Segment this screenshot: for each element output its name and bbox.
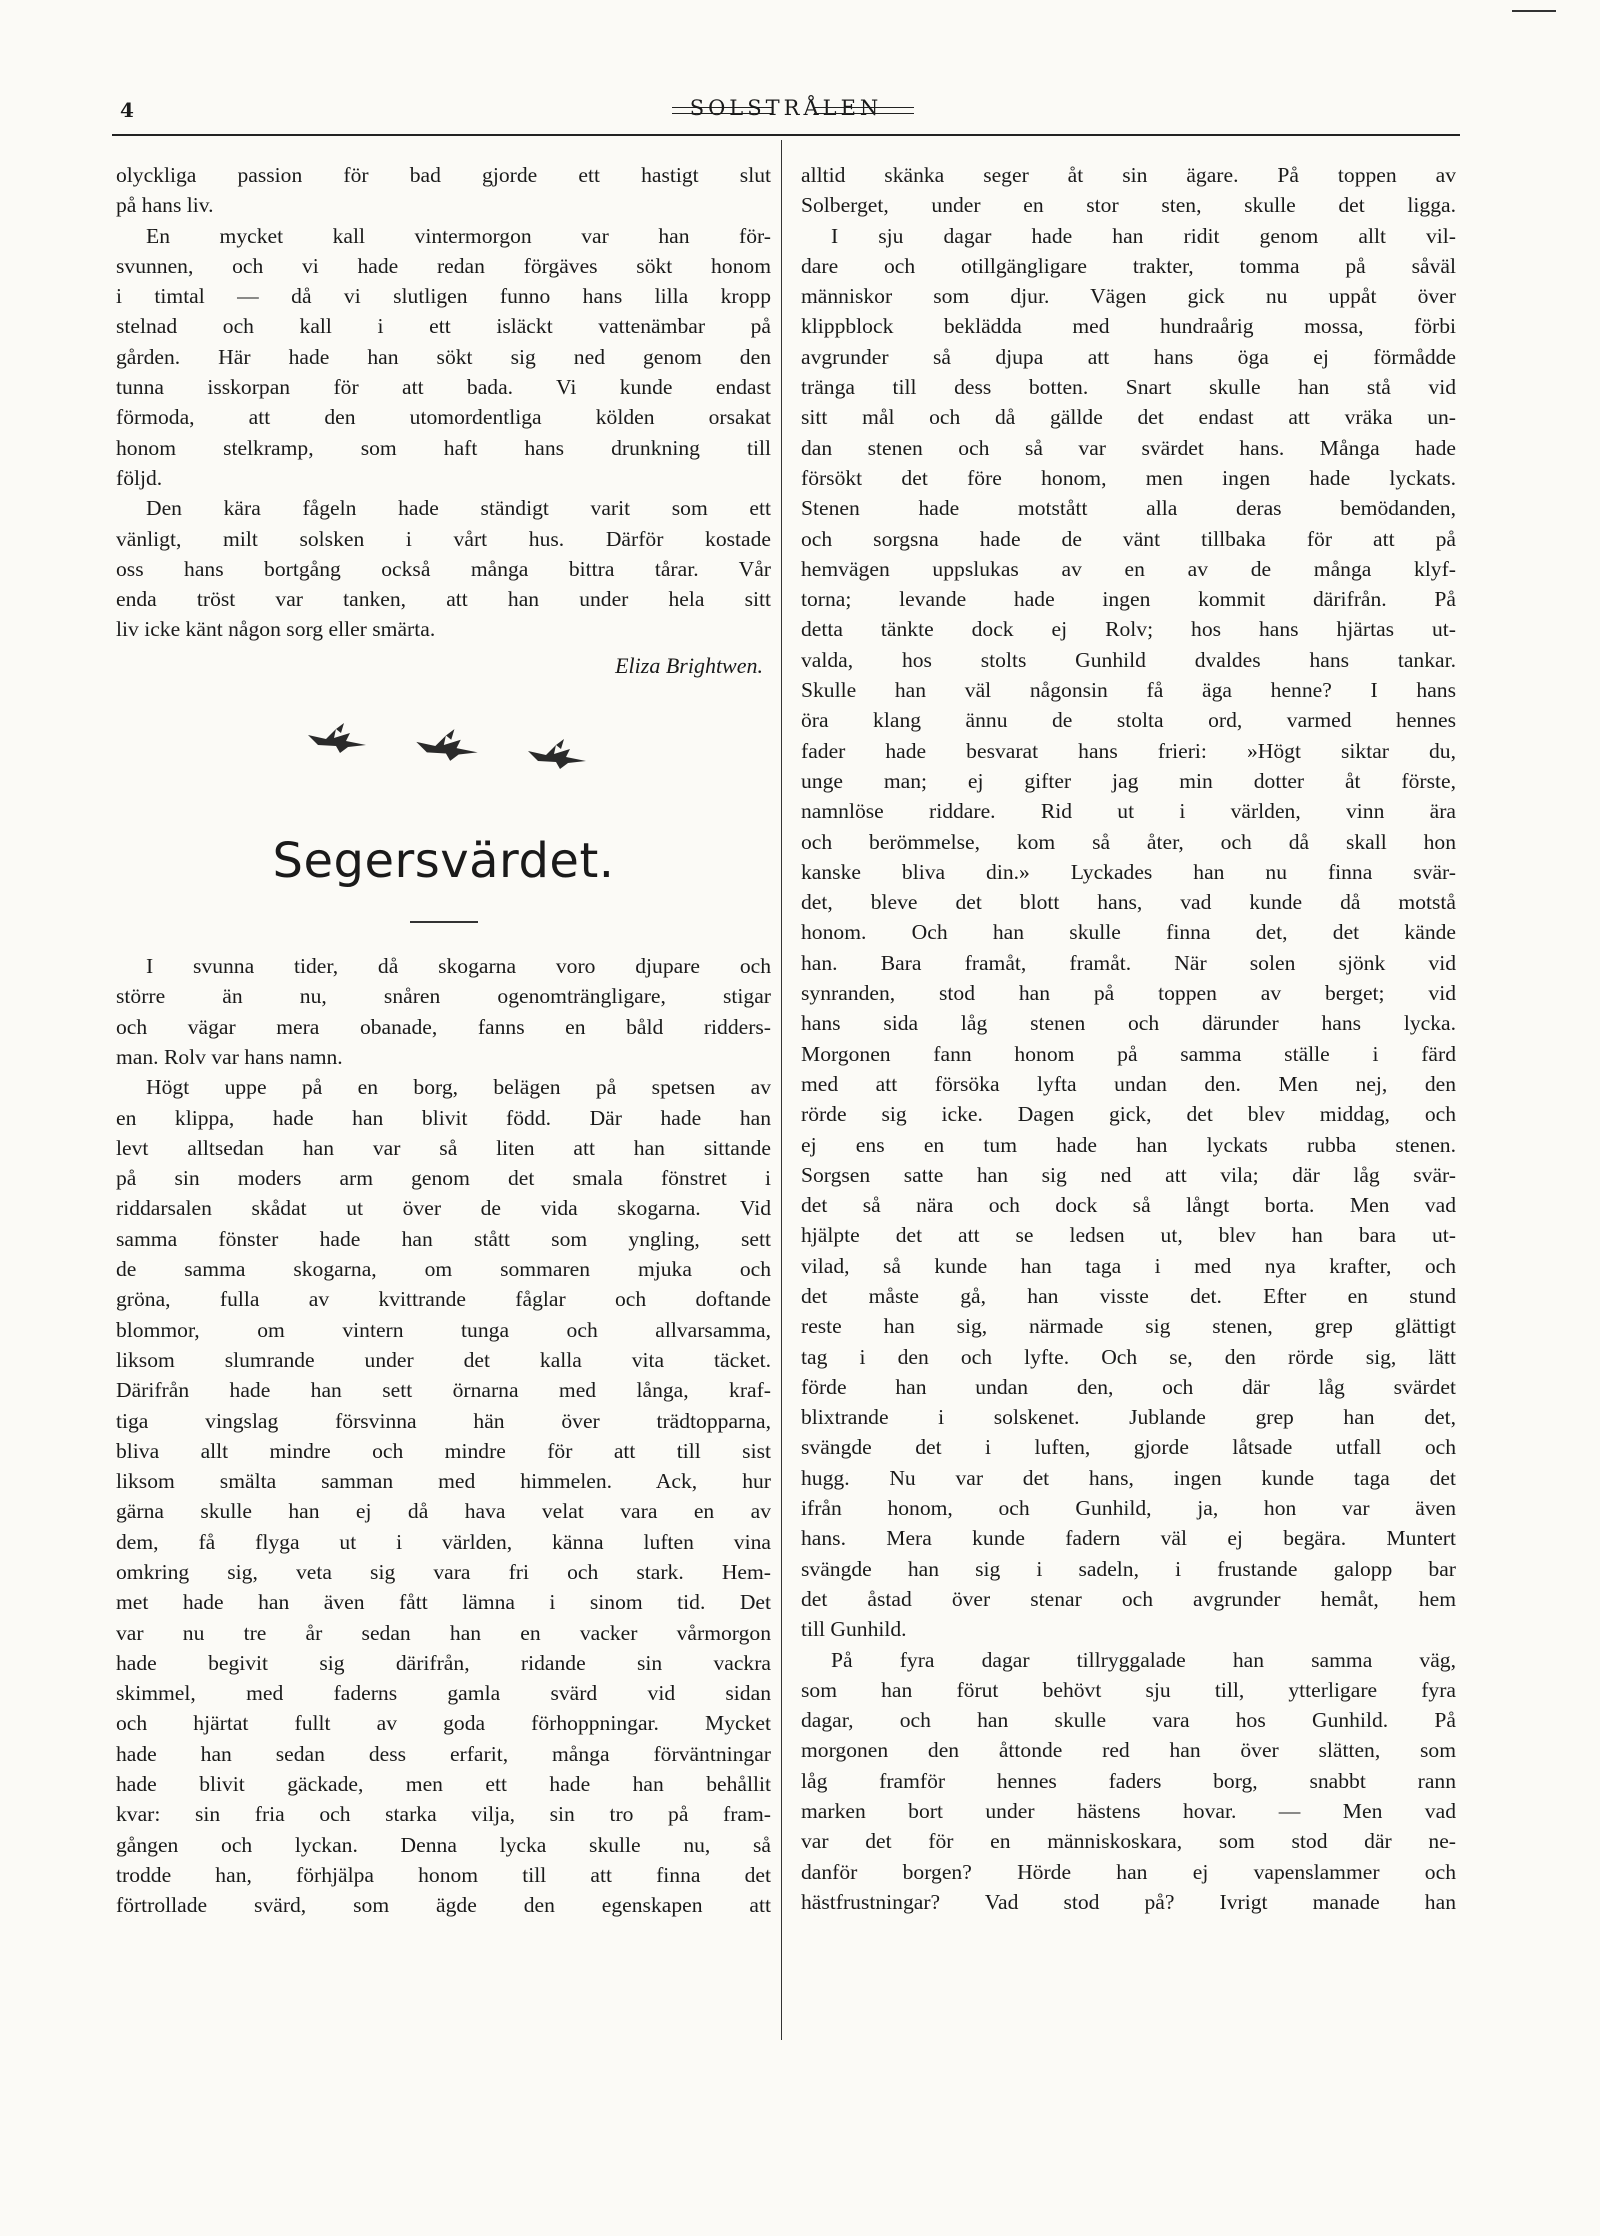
text-line: Solberget, under en stor sten, skulle det ligga.	[801, 193, 1456, 218]
text-line: dagar, och han skulle vara hos Gunhild. På	[801, 1708, 1456, 1733]
text-line: morgonen den åttonde red han över slätten, som	[801, 1738, 1456, 1763]
text-line: försökt det före honom, men ingen hade lyckats.	[801, 465, 1456, 490]
text-line: synranden, stod han på toppen av berget; vid	[801, 981, 1456, 1006]
text-line: stelnad och kall i ett isläckt vattenämbar på	[116, 314, 771, 339]
text-line: människor som djur. Vägen gick nu uppåt över	[801, 284, 1456, 309]
text-line: unge man; ej gifter jag min dotter åt förste,	[801, 768, 1456, 793]
text-line: dem, få flyga ut i världen, känna luften vina	[116, 1529, 771, 1554]
text-line: reste han sig, närmade sig stenen, grep glättigt	[801, 1314, 1456, 1339]
text-line: låg framför hennes faders borg, snabbt rann	[801, 1768, 1456, 1793]
text-line: Stenen hade motstått alla deras bemödanden,	[801, 496, 1456, 521]
text-line: danför borgen? Hörde han ej vapenslammer och	[801, 1859, 1456, 1884]
text-line: avgrunder så djupa att hans öga ej förmådde	[801, 344, 1456, 369]
corner-rule	[1512, 10, 1556, 12]
text-line: På fyra dagar tillryggalade han samma väg,	[831, 1647, 1456, 1672]
text-line: förde han undan den, och där låg svärdet	[801, 1374, 1456, 1399]
left-column	[116, 160, 771, 1921]
header-rule	[112, 134, 1460, 136]
text-line: vilad, så kunde han taga i med nya krafter, och	[801, 1253, 1456, 1278]
text-line: En mycket kall vintermorgon var han för-	[146, 223, 771, 248]
text-line: som han förut behövt sju till, ytterligare fyra	[801, 1677, 1456, 1702]
ornament-divider	[116, 681, 771, 791]
text-line: tunna isskorpan för att bada. Vi kunde endast	[116, 375, 771, 400]
text-line: öra klang ännu de stolta ord, varmed hennes	[801, 708, 1456, 733]
text-line: på sin moders arm genom det smala fönstret i	[116, 1166, 771, 1191]
text-line: gröna, fulla av kvittrande fåglar och doftande	[116, 1287, 771, 1312]
text-line: det måste gå, han visste det. Efter en stund	[801, 1283, 1456, 1308]
text-line: Sorgsen satte han sig ned att vila; där låg svär-	[801, 1162, 1456, 1187]
text-line: omkring sig, veta sig vara fri och stark. Hem-	[116, 1559, 771, 1584]
text-line: var nu tre år sedan han en vacker vårmorgon	[116, 1620, 771, 1645]
text-line: liksom smälta samman med himmelen. Ack, hur	[116, 1469, 771, 1494]
text-line: marken bort under hästens hovar. — Men vad	[801, 1799, 1456, 1824]
text-line: till Gunhild.	[801, 1617, 907, 1642]
text-line: hans sida låg stenen och därunder hans lycka.	[801, 1011, 1456, 1036]
swallow-icon	[526, 737, 588, 771]
page-number: 4	[120, 98, 134, 122]
text-line: det åstad över stenar och avgrunder hemåt, hem	[801, 1586, 1456, 1611]
text-line: rörde sig icke. Dagen gick, det blev middag, och	[801, 1102, 1456, 1127]
text-line: gången och lyckan. Denna lycka skulle nu, så	[116, 1832, 771, 1857]
text-line: I sju dagar hade han ridit genom allt vil-	[831, 223, 1456, 248]
story-text	[116, 951, 771, 1921]
column-divider	[781, 140, 782, 2040]
running-title: SOLSTRÅLEN	[689, 96, 883, 120]
text-line: trodde han, förhjälpa honom till att finna det	[116, 1862, 771, 1887]
text-line: på hans liv.	[116, 193, 214, 218]
swallow-icon	[414, 727, 480, 763]
text-line: han. Bara framåt, framåt. När solen sjönk vid	[801, 950, 1456, 975]
text-line: liksom slumrande under det kalla vita täcket.	[116, 1347, 771, 1372]
text-line: de samma skogarna, om sommaren mjuka och	[116, 1257, 771, 1282]
text-line: I svunna tider, då skogarna voro djupare och	[146, 954, 771, 979]
text-line: förmoda, att den utomordentliga kölden orsakat	[116, 405, 771, 430]
text-line: kanske bliva din.» Lyckades han nu finna svär-	[801, 859, 1456, 884]
section-title: Segersvärdet.	[272, 833, 615, 890]
text-line: Skulle han väl någonsin få äga henne? I hans	[801, 678, 1456, 703]
text-line: gården. Här hade han sökt sig ned genom den	[116, 344, 771, 369]
text-line: det, bleve det blott hans, vad kunde då motstå	[801, 890, 1456, 915]
text-line: hugg. Nu var det hans, ingen kunde taga det	[801, 1465, 1456, 1490]
text-line: man. Rolv var hans namn.	[116, 1044, 343, 1069]
text-line: tag i den och lyfte. Och se, den rörde sig, lätt	[801, 1344, 1456, 1369]
text-line: ej ens en tum hade han lyckats rubba stenen.	[801, 1132, 1456, 1157]
text-line: levt alltsedan han var så liten att han sittande	[116, 1135, 771, 1160]
text-line: hemvägen uppslukas av en av de många klyf-	[801, 556, 1456, 581]
text-line: met hade han även fått lämna i sinom tid. Det	[116, 1590, 771, 1615]
text-line: i timtal — då vi slutligen funno hans lilla kropp	[116, 284, 771, 309]
intro-text	[116, 160, 771, 645]
text-line: hade begivit sig därifrån, ridande sin vackra	[116, 1650, 771, 1675]
text-line: dare och otillgängligare trakter, tomma på såväl	[801, 253, 1456, 278]
page-header	[112, 92, 1460, 126]
text-line: oss hans bortgång också många bittra tårar. Vår	[116, 556, 771, 581]
text-line: gärna skulle han ej då hava velat vara en av	[116, 1499, 771, 1524]
text-line: valda, hos stolts Gunhild dvaldes hans tankar.	[801, 647, 1456, 672]
text-line: tiga vingslag försvinna hän över trädtopparna,	[116, 1408, 771, 1433]
text-line: och hjärtat fullt av goda förhoppningar. Mycket	[116, 1711, 771, 1736]
text-line: hade han sedan dess erfarit, många förväntningar	[116, 1741, 771, 1766]
text-line: detta tänkte dock ej Rolv; hos hans hjärtas ut-	[801, 617, 1456, 642]
text-line: honom stelkramp, som haft hans drunkning till	[116, 435, 771, 460]
text-line: och sorgsna hade de vänt tillbaka för att på	[801, 526, 1456, 551]
story-continuation	[801, 160, 1456, 1917]
title-rule-right	[814, 107, 914, 114]
text-line: svängde han sig i sadeln, i frustande galopp bar	[801, 1556, 1456, 1581]
text-line: bliva allt mindre och mindre för att till sist	[116, 1438, 771, 1463]
text-line: fader hade besvarat hans frieri: »Högt siktar du,	[801, 738, 1456, 763]
text-line: det så nära och dock så långt borta. Men vad	[801, 1193, 1456, 1218]
text-line: liv icke känt någon sorg eller smärta.	[116, 617, 436, 642]
text-line: hjälpte det att se ledsen ut, blev han bara ut-	[801, 1223, 1456, 1248]
text-line: klippblock beklädda med hundraårig mossa, förbi	[801, 314, 1456, 339]
text-line: blixtrande i solskenet. Jublande grep han det,	[801, 1405, 1456, 1430]
text-line: svunnen, och vi hade redan förgäves sökt honom	[116, 253, 771, 278]
swallow-icon	[306, 721, 368, 755]
text-line: hans. Mera kunde fadern väl ej begära. Muntert	[801, 1526, 1456, 1551]
text-line: och vägar mera obanade, fanns en båld ridders-	[116, 1014, 771, 1039]
text-line: kvar: sin fria och starka vilja, sin tro på fram-	[116, 1802, 771, 1827]
text-line: hade blivit gäckade, men ett hade han behållit	[116, 1772, 771, 1797]
text-line: torna; levande hade ingen kommit därifrån. På	[801, 587, 1456, 612]
text-line: blommor, om vintern tunga och allvarsamma,	[116, 1317, 771, 1342]
text-line: Morgonen fann honom på samma ställe i färd	[801, 1041, 1456, 1066]
text-line: dan stenen och så var svärdet hans. Många hade	[801, 435, 1456, 460]
text-line: enda tröst var tanken, att han under hela sitt	[116, 587, 771, 612]
text-line: riddarsalen skådat ut över de vida skogarna. Vid	[116, 1196, 771, 1221]
text-line: vänligt, milt solsken i vårt hus. Därför kostade	[116, 526, 771, 551]
text-line: var det för en människoskara, som stod där ne-	[801, 1829, 1456, 1854]
text-line: samma fönster hade han stått som yngling, sett	[116, 1226, 771, 1251]
text-line: sitt mål och då gällde det endast att vräka un-	[801, 405, 1456, 430]
text-line: alltid skänka seger åt sin ägare. På toppen av	[801, 163, 1456, 187]
text-line: hästfrustningar? Vad stod på? Ivrigt manade han	[801, 1889, 1456, 1914]
text-line: svängde det i luften, gjorde låtsade utfall och	[801, 1435, 1456, 1460]
text-line: förtrollade svärd, som ägde den egenskapen att	[116, 1893, 771, 1918]
text-line: Därifrån hade han sett örnarna med långa, kraf-	[116, 1378, 771, 1403]
text-line: tränga till dess botten. Snart skulle han stå vid	[801, 375, 1456, 400]
right-column	[801, 160, 1456, 1917]
text-line: med att försöka lyfta undan den. Men nej, den	[801, 1071, 1456, 1096]
title-underline	[410, 921, 478, 923]
text-line: Högt uppe på en borg, belägen på spetsen av	[146, 1075, 771, 1100]
text-line: och berömmelse, kom så åter, och då skall hon	[801, 829, 1456, 854]
text-line: skimmel, med faderns gamla svärd vid sidan	[116, 1681, 771, 1706]
author-signature: Eliza Brightwen.	[615, 652, 763, 678]
text-line: honom. Och han skulle finna det, det kände	[801, 920, 1456, 945]
text-line: Den kära fågeln hade ständigt varit som ett	[146, 496, 771, 521]
text-line: namnlöse riddare. Rid ut i världen, vinn ära	[801, 799, 1456, 824]
text-line: olyckliga passion för bad gjorde ett hastigt slut	[116, 163, 771, 187]
text-line: en klippa, hade han blivit född. Där hade han	[116, 1105, 771, 1130]
text-line: ifrån honom, och Gunhild, ja, hon var även	[801, 1496, 1456, 1521]
text-line: följd.	[116, 465, 163, 490]
text-line: större än nu, snåren ogenomträngligare, stigar	[116, 984, 771, 1009]
